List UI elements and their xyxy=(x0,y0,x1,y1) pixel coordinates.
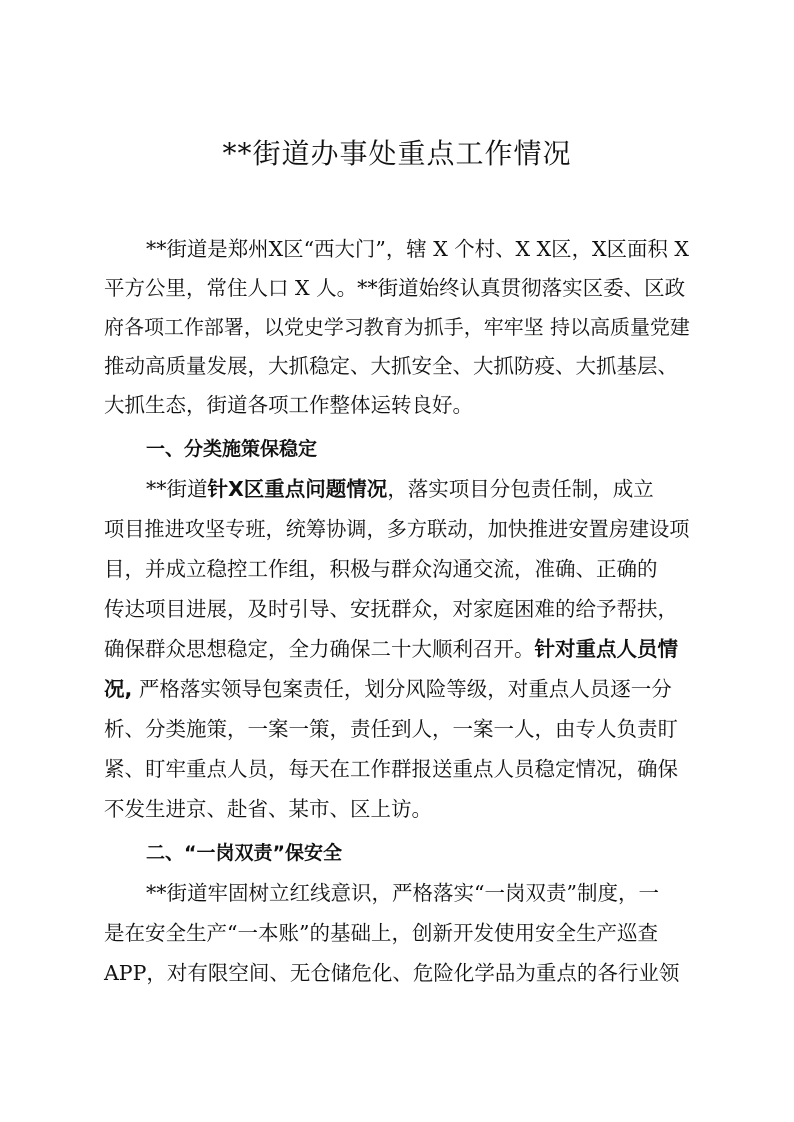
section-2-heading: 二、“一岗双责”保安全 xyxy=(146,842,342,864)
intro-line-4: 推动高质量发展，大抓稳定、大抓安全、大抓防疫、大抓基层、 xyxy=(104,354,678,378)
section-1-line-6-bold: 况, xyxy=(104,677,133,701)
section-1-line-1-c: ，落实项目分包责任制，成立 xyxy=(387,477,654,501)
section-1-line-6-b: 严格落实领导包案责任，划分风险等级，对重点人员逐一分 xyxy=(132,677,672,701)
section-1-line-5-a: 确保群众思想稳定，全力确保二十大顺利召开。 xyxy=(104,637,535,661)
section-1-line-1 xyxy=(146,474,654,504)
intro-line-2: 平方公里，常住人口 X 人。**街道始终认真贯彻落实区委、区政 xyxy=(104,276,686,300)
section-1-line-5-bold: 针对重点人员情 xyxy=(534,637,678,661)
section-1-line-3: 目，并成立稳控工作组，积极与群众沟通交流，准确、正确的 xyxy=(104,557,658,581)
section-1-line-1-a: **街道 xyxy=(146,477,208,501)
section-1-line-1-bold: 针X区重点问题情况 xyxy=(207,477,388,501)
section-1-line-5 xyxy=(104,634,678,664)
section-2-line-3: APP，对有限空间、无仓储危化、危险化学品为重点的各行业领 xyxy=(104,961,680,985)
intro-line-3: 府各项工作部署，以党史学习教育为抓手，牢牢坚 持以高质量党建 xyxy=(104,315,690,339)
intro-line-5: 大抓生态，街道各项工作整体运转良好。 xyxy=(104,393,473,417)
section-1-line-6 xyxy=(104,674,672,704)
intro-line-1: **街道是郑州X区“西大门”，辖 X 个村、X X区，X区面积 X xyxy=(146,237,689,261)
section-1-line-4: 传达项目进展，及时引导、安抚群众，对家庭困难的给予帮扶， xyxy=(104,597,678,621)
section-1-heading: 一、分类施策保稳定 xyxy=(146,438,318,460)
section-1-line-7: 析、分类施策，一案一策，责任到人，一案一人，由专人负责盯 xyxy=(104,717,678,741)
section-1-line-9: 不发生进京、赴省、某市、区上访。 xyxy=(104,797,432,821)
section-1-line-8: 紧、盯牢重点人员，每天在工作群报送重点人员稳定情况，确保 xyxy=(104,757,678,781)
document-title: **街道办事处重点工作情况 xyxy=(222,137,572,170)
section-2-line-1: **街道牢固树立红线意识，严格落实“一岗双责”制度，一 xyxy=(146,881,659,905)
section-2-line-2: 是在安全生产“一本账”的基础上，创新开发使用安全生产巡查 xyxy=(104,921,658,945)
section-1-line-2: 项目推进攻坚专班，统筹协调，多方联动，加快推进安置房建设项 xyxy=(104,517,690,541)
